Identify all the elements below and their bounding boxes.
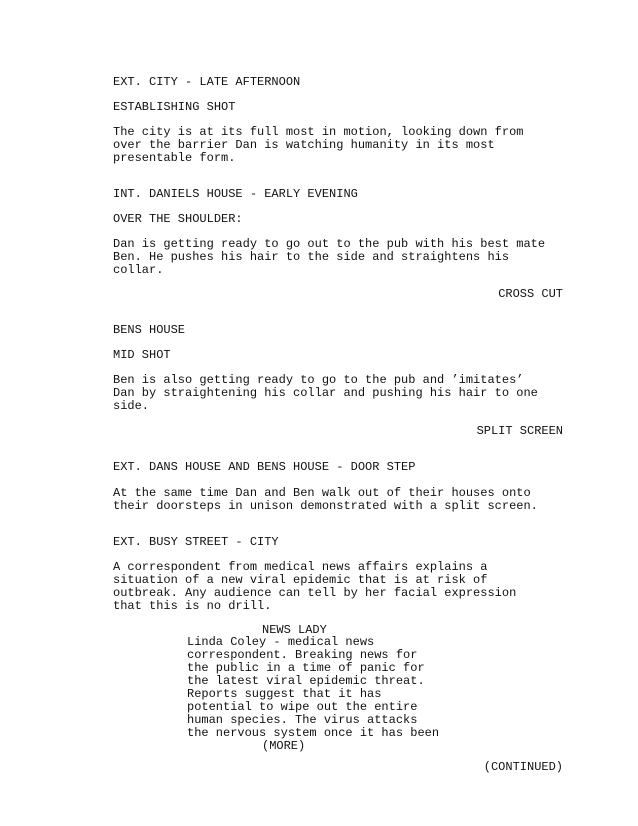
scene-heading: INT. DANIELS HOUSE - EARLY EVENING: [113, 187, 358, 201]
dialogue-line: potential to wipe out the entire: [187, 700, 418, 714]
transition: CROSS CUT: [498, 287, 563, 301]
action-line: At the same time Dan and Ben walk out of their houses onto: [113, 486, 531, 500]
scene-heading: EXT. CITY - LATE AFTERNOON: [113, 75, 301, 89]
action-line: presentable form.: [113, 151, 236, 165]
action-line: outbreak. Any audience can tell by her facial expression: [113, 586, 517, 600]
dialogue-line: the latest viral epidemic threat.: [187, 674, 425, 688]
character-name: NEWS LADY: [262, 623, 327, 637]
transition: SPLIT SCREEN: [476, 424, 563, 438]
action-line: side.: [113, 399, 150, 413]
action-line: over the barrier Dan is watching humanity in its most: [113, 138, 495, 152]
shot-direction: ESTABLISHING SHOT: [113, 100, 236, 114]
dialogue-line: human species. The virus attacks: [187, 713, 418, 727]
action-line: Dan is getting ready to go out to the pub with his best mate: [113, 237, 546, 251]
action-line: their doorsteps in unison demonstrated with a split screen.: [113, 499, 538, 513]
action-line: Ben. He pushes his hair to the side and straightens his: [113, 250, 510, 264]
dialogue-line: the nervous system once it has been: [187, 726, 440, 740]
scene-heading: EXT. BUSY STREET - CITY: [113, 535, 279, 549]
scene-heading: EXT. DANS HOUSE AND BENS HOUSE - DOOR STEP: [113, 460, 416, 474]
action-line: collar.: [113, 263, 164, 277]
continued-marker: (CONTINUED): [483, 760, 563, 774]
action-line: that this is no drill.: [113, 599, 272, 613]
scene-heading: BENS HOUSE: [113, 323, 186, 337]
shot-direction: OVER THE SHOULDER:: [113, 212, 243, 226]
action-line: Dan by straightening his collar and pushing his hair to one: [113, 386, 538, 400]
shot-direction: MID SHOT: [113, 348, 171, 362]
dialogue-line: Linda Coley - medical news: [187, 635, 375, 649]
dialogue-line: Reports suggest that it has: [187, 687, 382, 701]
dialogue-line: the public in a time of panic for: [187, 661, 425, 675]
action-line: situation of a new viral epidemic that is at risk of: [113, 573, 488, 587]
action-line: Ben is also getting ready to go to the pub and ’imitates’: [113, 373, 524, 387]
dialogue-line: correspondent. Breaking news for: [187, 648, 418, 662]
more-marker: (MORE): [262, 739, 306, 753]
action-line: A correspondent from medical news affairs explains a: [113, 560, 488, 574]
action-line: The city is at its full most in motion, looking down from: [113, 125, 524, 139]
